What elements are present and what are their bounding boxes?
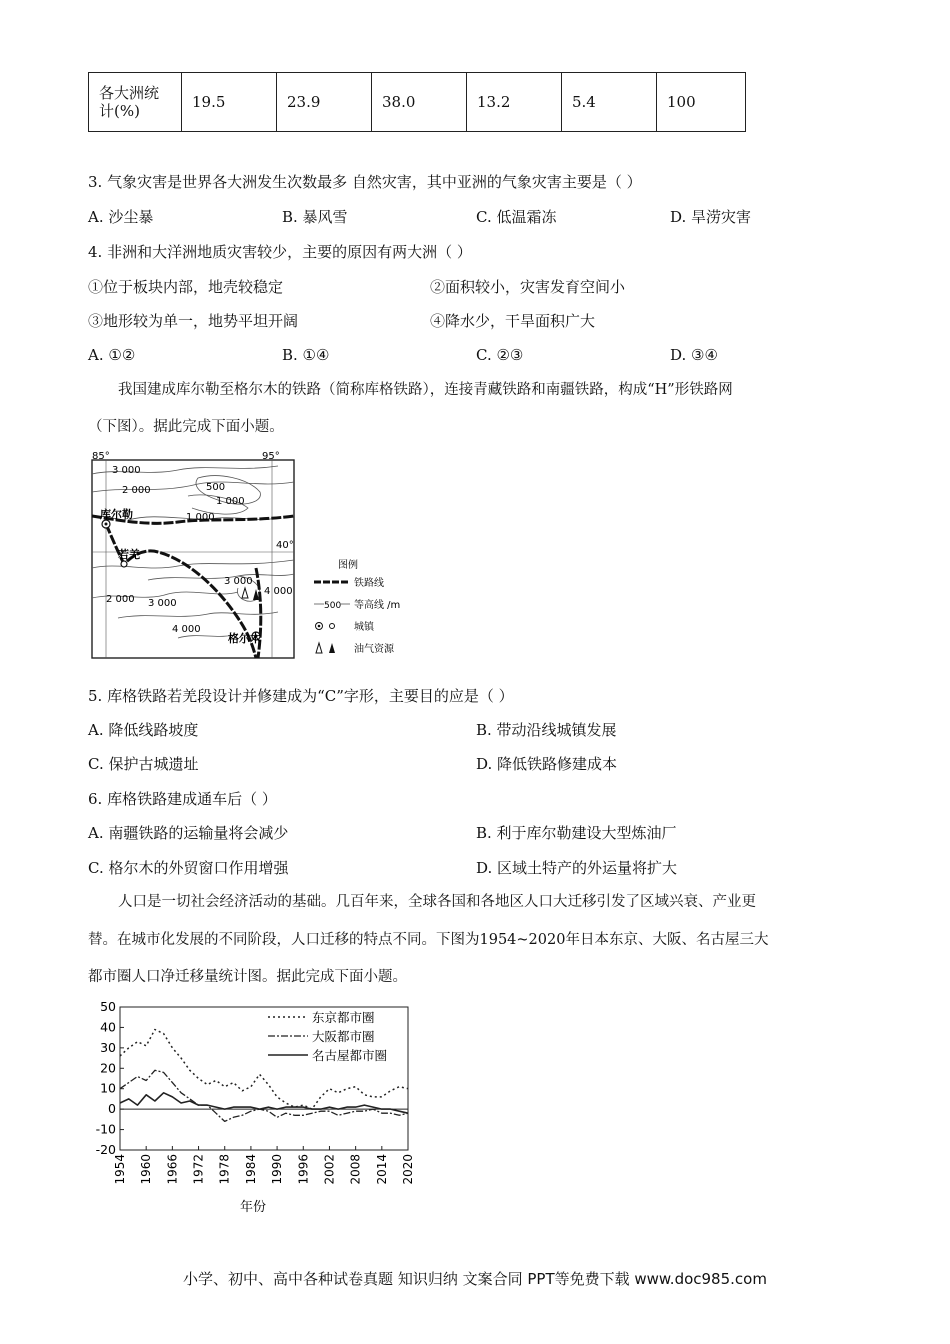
- passage2-line2: 替。在城市化发展的不同阶段，人口迁移的特点不同。下图为1954~2020年日本东京、大阪、名古屋三大: [88, 932, 769, 948]
- x-tick-label: 2014: [374, 1154, 389, 1185]
- contour-label: 2 000: [106, 594, 135, 605]
- table-row-label: [89, 73, 182, 132]
- q4-option-b[interactable]: B. ①④: [282, 346, 330, 364]
- q6-option-a[interactable]: A. 南疆铁路的运输量将会减少: [88, 824, 289, 842]
- passage1-line1: 我国建成库尔勒至格尔木的铁路（简称库格铁路），连接青藏铁路和南疆铁路，构成“H”形铁路网: [118, 382, 733, 398]
- q6-option-b[interactable]: B. 利于库尔勒建设大型炼油厂: [476, 824, 677, 842]
- q4-statement-3: ③地形较为单一，地势平坦开阔: [88, 312, 299, 330]
- y-tick-label: 30: [100, 1039, 116, 1055]
- q4-statement-4: ④降水少，干旱面积广大: [430, 312, 596, 330]
- legend-town-symbol-dot: [318, 625, 321, 628]
- q3-option-a[interactable]: A. 沙尘暴: [88, 208, 154, 226]
- x-tick-label: 1984: [243, 1154, 258, 1185]
- series-line-osaka: [120, 1070, 408, 1121]
- map-legend: [314, 558, 400, 655]
- x-tick-label: 2002: [322, 1154, 337, 1185]
- town-ruoqiang: [121, 561, 127, 567]
- y-tick-label: 40: [100, 1019, 116, 1035]
- legend-osaka: 大阪都市圈: [312, 1029, 375, 1044]
- q5-stem: 5. 库格铁路若羌段设计并修建成为“C”字形，主要目的应是（ ）: [88, 687, 514, 705]
- table-cell: 100: [657, 73, 746, 132]
- x-tick-label: 1954: [113, 1154, 127, 1185]
- city-label-korla: 库尔勒: [100, 508, 133, 521]
- q3-option-c[interactable]: C. 低温霜冻: [476, 208, 557, 226]
- y-tick-label: -10: [95, 1121, 116, 1137]
- legend-contour-sample: 500: [324, 601, 342, 611]
- y-tick-label: 20: [100, 1060, 116, 1076]
- q3-stem: 3. 气象灾害是世界各大洲发生次数最多 自然灾害，其中亚洲的气象灾害主要是（ ）: [88, 173, 642, 191]
- city-label-ruoqiang: 若羌: [118, 548, 140, 561]
- q6-option-c[interactable]: C. 格尔木的外贸窗口作用增强: [88, 859, 289, 877]
- legend-railway: 铁路线: [354, 578, 384, 589]
- town-korla-dot: [105, 523, 108, 526]
- table-label-line1: 各大洲统: [99, 84, 160, 102]
- passage2-line3: 都市圈人口净迁移量统计图。据此完成下面小题。: [88, 969, 407, 985]
- contour-label: 4 000: [172, 624, 201, 635]
- page-footer: 小学、初中、高中各种试卷真题 知识归纳 文案合同 PPT等免费下载 www.doc985.com: [183, 1270, 767, 1288]
- legend-tokyo: 东京都市圈: [312, 1010, 375, 1025]
- contour-label: 1 000: [186, 512, 215, 523]
- legend-oil-gas: 油气资源: [354, 644, 394, 655]
- x-axis-label: 年份: [240, 1200, 267, 1215]
- city-label-golmud: 格尔木: [228, 632, 261, 645]
- legend-town: 城镇: [354, 622, 374, 633]
- q4-option-d[interactable]: D. ③④: [670, 346, 718, 364]
- table-cell: 13.2: [467, 73, 562, 132]
- table-cell: 5.4: [562, 73, 657, 132]
- q4-statement-1: ①位于板块内部，地壳较稳定: [88, 278, 284, 296]
- legend-nagoya: 名古屋都市圈: [312, 1048, 388, 1063]
- legend-town-small-symbol: [330, 624, 335, 629]
- y-tick-label: 10: [100, 1080, 116, 1096]
- y-tick-label: -20: [95, 1142, 116, 1157]
- x-tick-label: 1972: [191, 1154, 206, 1185]
- contour-label: 500: [206, 482, 226, 493]
- q4-option-c[interactable]: C. ②③: [476, 346, 524, 364]
- legend-oil-gas-icon: [329, 643, 335, 653]
- x-tick-label: 1996: [296, 1154, 311, 1185]
- q6-stem: 6. 库格铁路建成通车后（ ）: [88, 790, 277, 808]
- table-cell: 23.9: [277, 73, 372, 132]
- x-tick-label: 2020: [401, 1154, 415, 1185]
- contour-label: 3 000: [224, 576, 253, 587]
- passage1-line2: （下图）。据此完成下面小题。: [88, 419, 284, 435]
- x-tick-label: 1990: [270, 1154, 285, 1185]
- q4-option-a[interactable]: A. ①②: [88, 346, 136, 364]
- q4-stem: 4. 非洲和大洋洲地质灾害较少，主要的原因有两大洲（ ）: [88, 243, 472, 261]
- railway-map: [88, 448, 428, 663]
- x-axis: [113, 1146, 415, 1185]
- x-tick-label: 1978: [217, 1154, 232, 1185]
- legend-oil-gas-icon: [316, 643, 322, 653]
- y-tick-label: 0: [108, 1101, 116, 1117]
- lat-label-40: 40°: [276, 540, 294, 551]
- chart-legend: [268, 1010, 387, 1063]
- contour-label: 3 000: [112, 465, 141, 476]
- contour-label: 1 000: [216, 496, 245, 507]
- q6-option-d[interactable]: D. 区域土特产的外运量将扩大: [476, 859, 678, 877]
- y-tick-label: 50: [100, 999, 116, 1014]
- x-tick-label: 2008: [348, 1154, 363, 1185]
- q4-statement-2: ②面积较小，灾害发育空间小: [430, 278, 626, 296]
- legend-contour: 等高线 /m: [354, 600, 401, 611]
- table-cell: 38.0: [372, 73, 467, 132]
- q3-option-b[interactable]: B. 暴风雪: [282, 208, 348, 226]
- lon-label-95: 95°: [262, 451, 280, 462]
- contour-label: 3 000: [148, 598, 177, 609]
- q5-option-a[interactable]: A. 降低线路坡度: [88, 721, 199, 739]
- migration-line-chart: [80, 995, 420, 1220]
- table-cell: 19.5: [182, 73, 277, 132]
- q5-option-d[interactable]: D. 降低铁路修建成本: [476, 755, 618, 773]
- table-label-line2: 计(%): [99, 102, 140, 120]
- q5-option-c[interactable]: C. 保护古城遗址: [88, 755, 199, 773]
- legend-title: 图例: [338, 560, 358, 571]
- x-tick-label: 1966: [165, 1154, 180, 1185]
- table-row: [89, 73, 746, 132]
- statistics-table: [88, 72, 746, 132]
- contour-label: 4 000: [264, 586, 293, 597]
- q3-option-d[interactable]: D. 旱涝灾害: [670, 208, 752, 226]
- x-tick-label: 1960: [139, 1154, 154, 1185]
- passage2-line1: 人口是一切社会经济活动的基础。几百年来，全球各国和各地区人口大迁移引发了区域兴衰、产业更: [118, 894, 756, 910]
- q5-option-b[interactable]: B. 带动沿线城镇发展: [476, 721, 617, 739]
- contour-label: 2 000: [122, 485, 151, 496]
- lon-label-85: 85°: [92, 451, 110, 462]
